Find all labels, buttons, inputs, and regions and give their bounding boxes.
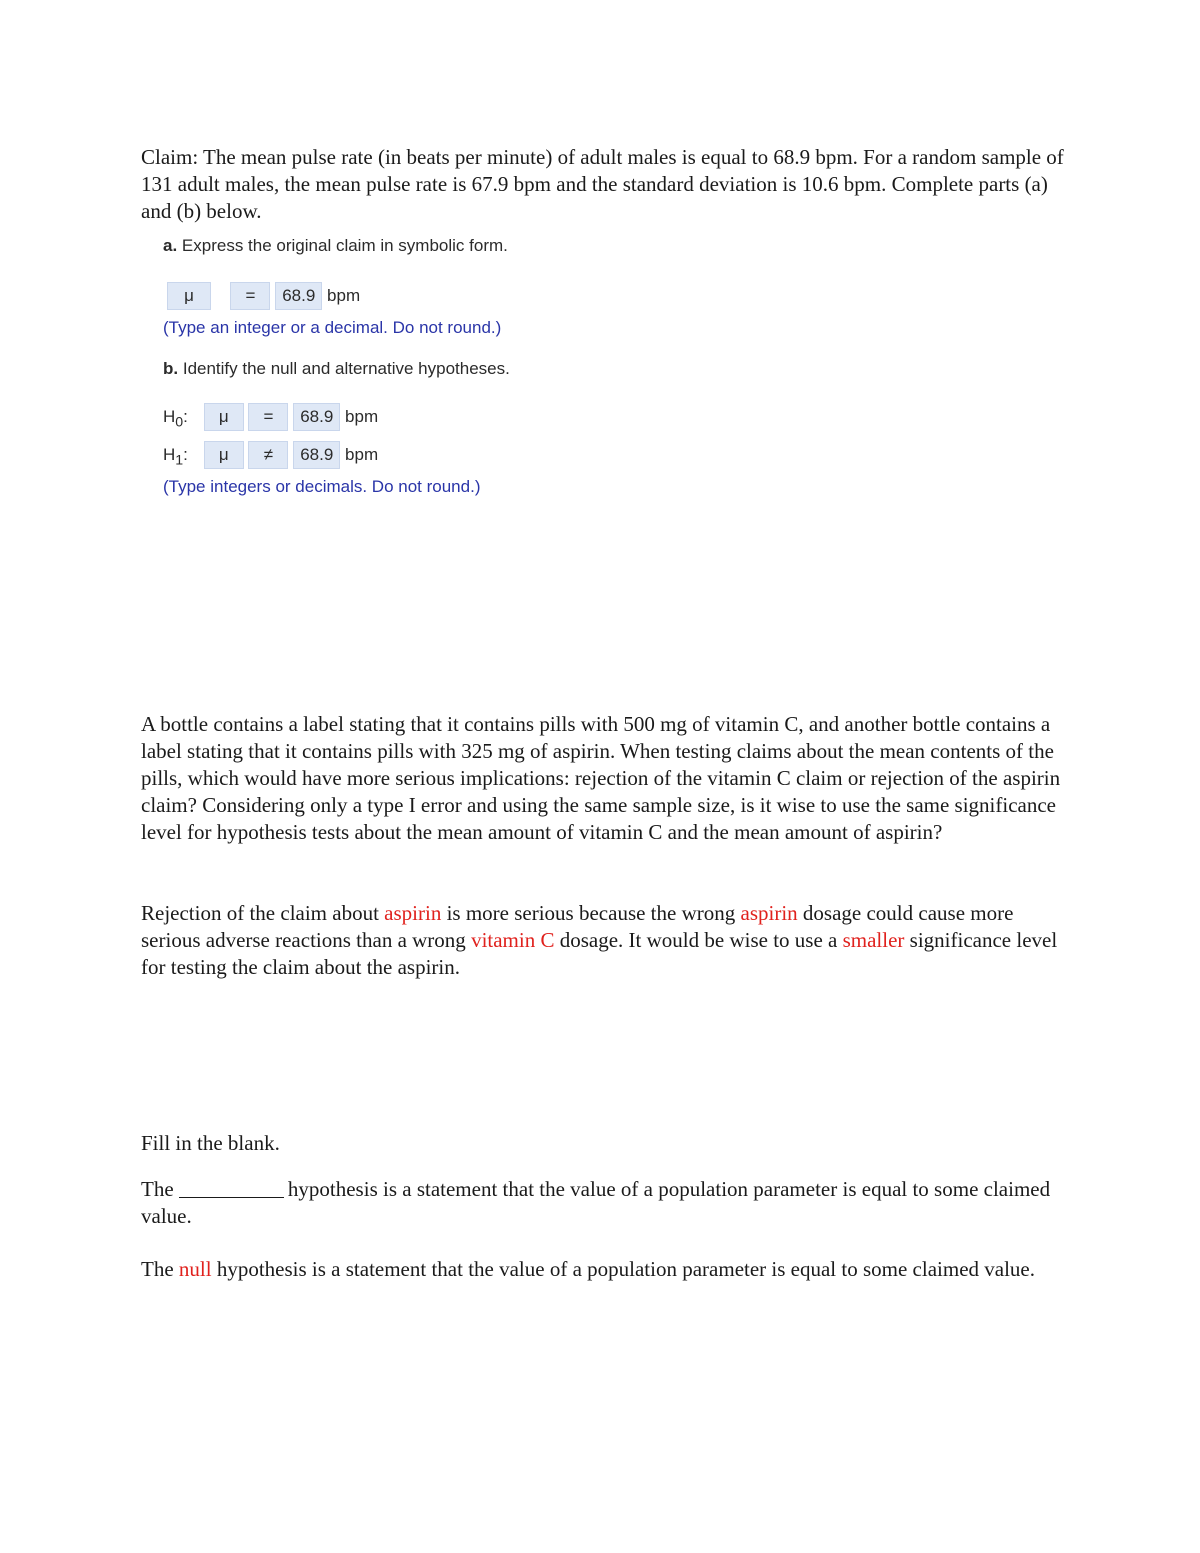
vitamin-aspirin-answer: Rejection of the claim about aspirin is more serious because the wrong aspirin dosage could cause more serious adverse reactions than a wrong vitamin C dosage. It would be wise to use a smaller significance level for testing the claim about the aspirin. (141, 901, 1058, 979)
blank-line[interactable] (179, 1177, 284, 1198)
operator-box[interactable]: = (230, 282, 270, 310)
unit-label: bpm (327, 286, 361, 305)
part-a-text: Express the original claim in symbolic form. (181, 236, 508, 255)
part-b-text: Identify the null and alternative hypotheses. (182, 359, 510, 378)
fill-blank-question: The hypothesis is a statement that the value of a population parameter is equal to some claimed value. (141, 1177, 1051, 1228)
h0-symbol-box[interactable]: μ (204, 403, 244, 431)
h1-operator-box[interactable]: ≠ (248, 441, 288, 469)
part-a-label: a. (163, 236, 178, 255)
fill-blank-instruction: Fill in the blank. (141, 1131, 280, 1155)
h1-symbol-box[interactable]: μ (204, 441, 244, 469)
h0-unit: bpm (345, 407, 379, 426)
claim-paragraph: Claim: The mean pulse rate (in beats per minute) of adult males is equal to 68.9 bpm. For a random sample of 131 adult males, the mean pulse rate is 67.9 bpm and the standard deviation is 10.6 bpm. Complete parts (a) and (b) below. (141, 145, 1064, 223)
part-b-label: b. (163, 359, 179, 378)
h0-operator-box[interactable]: = (248, 403, 288, 431)
h1-row (163, 441, 378, 469)
value-box[interactable]: 68.9 (275, 282, 322, 310)
part-a-answer (167, 282, 360, 310)
answer-highlight: aspirin (740, 901, 798, 925)
part-b-hint: (Type integers or decimals. Do not round.) (163, 477, 481, 496)
answer-highlight: smaller (842, 928, 905, 952)
h0-value-box[interactable]: 68.9 (293, 403, 340, 431)
answer-highlight: aspirin (384, 901, 442, 925)
answer-highlight: vitamin C (471, 928, 555, 952)
symbol-box[interactable]: μ (167, 282, 211, 310)
vitamin-aspirin-question: A bottle contains a label stating that it contains pills with 500 mg of vitamin C, and another bottle contains a label stating that it contains pills with 325 mg of aspirin. When testing claims about the mean contents of the pills, which would have more serious implications: rejection of the vitamin C claim or rejection of the aspirin claim? Considering only a type I error and using the same sample size, is it wise to use the same significance level for hypothesis tests about the mean amount of vitamin C and the mean amount of aspirin? (141, 712, 1061, 844)
h1-value-box[interactable]: 68.9 (293, 441, 340, 469)
h0-label: $H_0$: (163, 407, 188, 431)
part-a-prompt (163, 236, 508, 256)
answer-highlight: null (178, 1257, 212, 1281)
part-b-prompt (163, 359, 510, 379)
h1-label: $H_1$: (163, 445, 188, 469)
part-a-hint: (Type an integer or a decimal. Do not round.) (163, 318, 502, 337)
h0-row (163, 403, 378, 431)
fill-blank-answer: The null hypothesis is a statement that the value of a population parameter is equal to some claimed value. (141, 1257, 1035, 1281)
h1-unit: bpm (345, 445, 379, 464)
